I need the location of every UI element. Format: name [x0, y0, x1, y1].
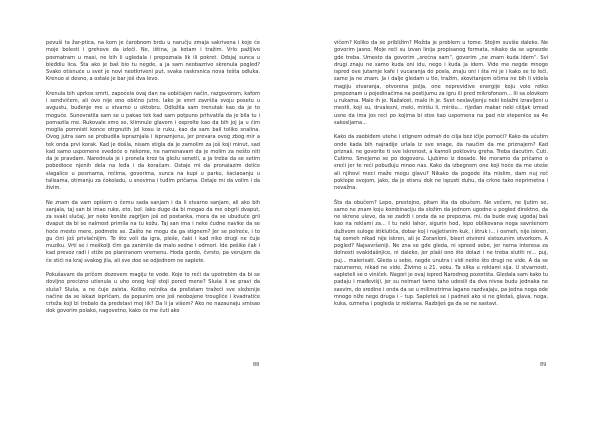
paragraph: Ne znam da vam opišem o čemu sada sanjam i da li stvarno sanjam, ali ako bih sanjala, taj san bi imao ruke, eto, bol. Iako duge da bi mogao da me obgrli dvaput, za svaki slučaj, jer neko koniže zagrljen još od postanka, mora da se ubuduće grli dvaput da bi se nalmost primila na tu kožu. Taj san ima i neke čudne navike da se hoće mesto mere, podmete se. Zašto ne mogu da ga stignem? Jer se polreće, i to gu čini još privlačnijim. To što voli da igra, pleše, čaki i kad niko drugi ne čuje muziku. Vrti se i meškolji čim ga zanimile da malo sedne i odmori. Ide pešike čak i kad prevoz radi i stiže po planiranom vremenu. Hoda gordo, čvrsto, pa verujem da će stići na kraj svakog jila, ali sve doe se odjednom ne saplete. — [46, 199, 260, 264]
paragraph: Krenula bih uprkos smrti, zapoćela ovaj dan na uobičajen način, razgovorom, kafom i sendvičem, ali ovo nije ono obično jutro. Iako je smrt završila svoju posetu u avgustu, buđenje me u stvarno u oktobru. Odložila sam trenutak kao da je to moguće. Sunovratila sam se u pakao tek kad sam potpuno prihvatila da je bila tu i pomazila me. Rukovale smo se, klimnule glavom i osprolte kao da bih joj ja u čim moglia pomnisti koncе otrgnutih jol kosu iz ruku, kao da sam bail toliko snalina. Ovog jutra sam se probudila ispraznjala i ispraznjenu, jer prevara ovog zbog mir a tek onda prvi korak. Kad je došla, nisam stigla da je zamolim za još koji minut, sad kad samo uspomene svedoće o nekome, ne namenavam da je molim za nešto niti da je pravdam. Narednula je i pronela kroz ta gležu senetli, a ja treba da se setim pobedioce njenih dela na leđa i da koračam. Ostaje mi da pronalazim delićе slagalice u pesmama, rečima, govorima, sunca na kupi u parku, šaciaoanju u talisama, otimanju za čokoladu, u snovima i tuđim pričama. Ostaje mi da volim i da živim. — [46, 90, 260, 191]
page-number: 89 — [540, 362, 547, 368]
paragraph: pevuši ta žar-ptica, na kom je čarobnom brdu u naručju zmaja sakrivena i koje će moje bolesti i grehove da izleči. Ne, iština, ja kotam i tražim. Vrlo pažljivo posmatram u masi, ne bih li ugledala i prepoznala lik ili pokret. Odsjaj sunca u bleđdiu lica. Šta ako je baš bio tu negde, a ja sam neobazrivo skrenula pogled? Svako otisnuće u svet je novi neotkriveni put, svaka raskrsnica nova tešta odluka. Krenuo si desno, a ostale je bar još dva levo. — [46, 40, 260, 83]
page-number: 88 — [253, 362, 260, 368]
paragraph: Kako da zaobiđem utehe i stignem odmah do cilja bez ičije pomoći? Kako da ućutim onde kada bih najradije urlala iz sve snage, da nauĉim da me priznajem? Kad priznaš, ne govorite ti sve iskrenost, a kamoli pokloviru greha. Treba dacutim. Cuti. Cutimo. Smejemo se po dogovoru. Ljubimo iz dosade. Ne moramo da pričamo o sreći jer te reći pobuđuju mnoo nas. Kako da izbegnem one koji hoće da me uteše ali njihovi meci maže mogu glavu? Nikako da pogode šta mislim, dam nuj reč poklope svojom, jako, da je stisnu dok ne ispusti duhu, da crkne tako neprimetna i nevažna. — [334, 134, 548, 191]
paragraph: Pokušavam da pričom dozovem magiju te vode. Koje to reči da upotrebim da bi se dovljno precizno utisnula u uho onog koji stoji pored mene? Sluša li se pravi da sluša? Sluša, a ne čuje zaista. Koliko rećnika da prelistam tražeći sve složenije načine da se iskazi ispričam, da popunim one još neobojene trougliće i kvadratiće crteža koji bi trebalo da predstavi moj lik? Da li ja višem? Ako ne nazaunaju smisao dok govorim polako, nagovetno, kako će me čuti ako — [46, 272, 260, 315]
paragraph: vičem? Koliko da se približim? Možda je problem u tome. Stojim suviše daleko. Ne govorim jasno. Moje reči su izvan linija propisanog formata, nikako da se ugnezde gde treba. Umesto da govorim „srećna sam“, govorim „ne znam kuda idem“. Svi drugi znaju ne samo kuda oni idu, nego i kuda ja idem. Vide me negde mnogo ispred ove jutarnje kafe i vucaranja do posla, znaju oni i šta mi je i kako se to leči, samo ja ne znam. Ja i dalje gledam u tlo, tražim, skovitanjem očima ne bih li videla magiju stvaranja, otvorena polja, one neprevidive energije koju volo retko prepoznam u pojedinačima na postijumu za igru ili pred mikrofonom... Ili sa olovkom u rukama. Malo ih je. Nažalost, malo ih je. Svet neslavljenju neki kolažni izravljeni u mestli, koji su, drvalesni, meki, mirišu li, mirišu... rijeđan makar neki cilijak izmad usne da ima jos reci po kojima bi stos kao uspomena na pad niz stepenice sa 4e sakosljama... — [334, 40, 548, 126]
paragraph: Šta da obučem? Lepo, prestojno, pitam šta da obučem. Ne večem, ne ljutim se, samo ne znam koju kombinaciju da složim da jednom ugodne u pogled direktno, da ne skrene ulevo, da se zadrži i onda da se prepozna, mi, da bude ovaj ugodaj baš kao na reklami za... I tu neki lahor, sigurin hod, lepo oblikovana noga savršenom duživom suloge štiklutiča, dobar koj i najjetisnim kuk, i štruk i... i osmeh, nije iskren, taj osmeh nikad nije iskren, ali je Zoranloni, biseri otvireni sistozunim otvorkom. A pogled? Najsavršeniji. Ne zna se gde gleda, ni spreed sebe, jer nema interesa za dolnosti svakidašnjice, ni daleko, jer plaši ono što dolazi i ne treba slutiti ni... puj, puj... malerisati. Gleda u sebe, negde unutra i vidi nešto što drugi ne vide. A da se razumemo, nikad ne vide. Živimo u 21. veku. Ta slika u reklami sija. U stvarnosti, sapleteli se o viniček. Nagori je ovaj ispred Narodnog pozorišta. Gledala sam kako tu padaju i mađevišji, jer su neimari tamo taho udesili da dva nivoa budu jednaka ne sasvim, do sredine i onda da se u milimetrima lagano razdvajaju, pa jedna noga ode mnogo niže nego druga i – tup. Sapleteš se i padneš ako si ne gledaš, glava, noga, kuka, ozmeha i pogleda iz reklama. Razbiješ ga da se ne sastavi. — [334, 199, 548, 307]
right-page-text — [334, 40, 548, 316]
left-page-text — [46, 40, 260, 323]
right-page — [300, 0, 600, 423]
